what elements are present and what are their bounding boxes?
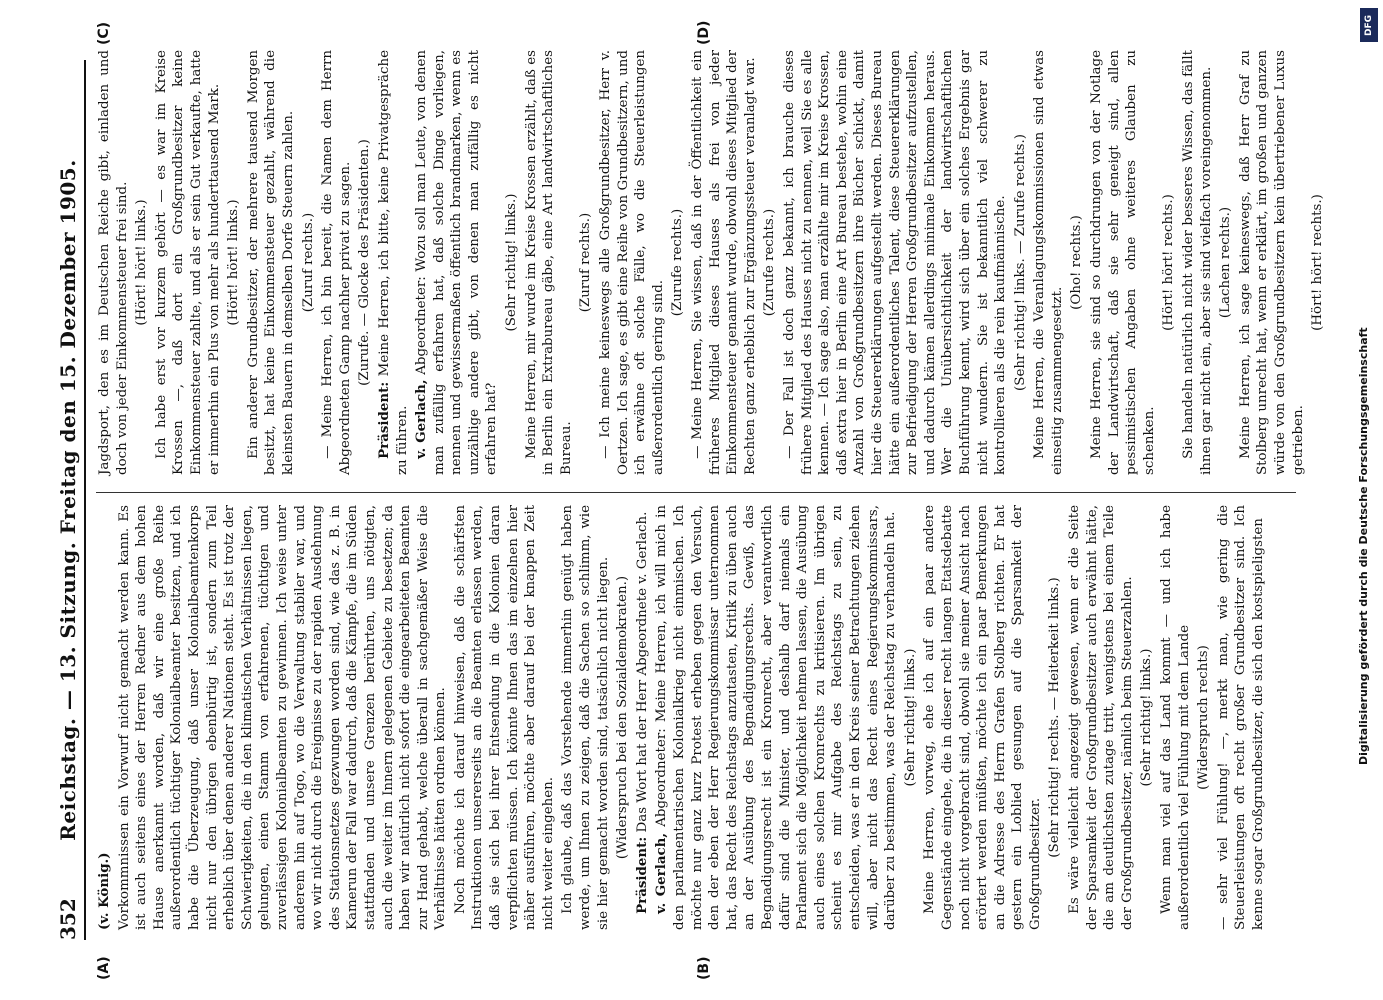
speaker-label: v. Gerlach, xyxy=(653,832,670,914)
interjection: (Widerspruch rechts) xyxy=(1196,645,1212,790)
column-divider xyxy=(96,492,1296,493)
speaker-label: Präsident: xyxy=(375,381,392,459)
paragraph: Ich habe erst vor kurzem gehört — es war im Kreise Krossen —, daß dort ein Großgrundbesitzer keine Einkommensteuer zahlte, und als er sein Gut verkaufte, hatte er immerhin ein Plus von mehr als hunderttausend Mark. xyxy=(153,50,222,475)
speech-text: Abgeordneter: Wozu soll man Leute, von denen man zufällig erfahren hat, daß solche Dinge vorliegen, nennen und gewissermaßen öffentlich brandmarken, wenn es unzählige andere gibt, von denen man zufällig es nicht erfahren hat? xyxy=(414,50,500,475)
paragraph: Vorkommnissen ein Vorwurf nicht gemacht werden kann. Es ist auch seitens eines der Herren Redner aus dem hohen Hause anerkannt worden, daß wir eine große Reihe außerordentlich tüchtiger Kolonialbeamter besitzen, und ich habe die Überzeugung, daß unser Kolonialbeamtenkorps nicht nur den übrigen ebenbürtig ist, sondern zum Teil erheblich über denen anderer Nationen steht. Es ist trotz der Schwierigkeiten, die in den klimatischen Verhältnissen liegen, gelungen, einen Stamm von erfahrenen, tüchtigen und zuverlässigen Kolonialbeamten zu gewinnen. Ich weise unter anderem hin auf Togo, wo die Verwaltung stabiler war, und wo wir nicht durch die Ereignisse zu der rapiden Ausdehnung des Stationsnetzes gezwungen worden sind, wie das z. B. in Kamerun der Fall war dadurch, daß die Kämpfe, die im Süden stattfanden und unsere Grenzen berührten, uns nötigten, auch die weiter im Innern gelegenen Gebiete zu besetzen; da haben wir natürlich nicht sofort die eingearbeiteten Beamten zur Hand gehabt, welche überall in sachgemäßer Weise die Verhältnisse hätten ordnen können. xyxy=(116,505,449,930)
paragraph: Ein anderer Grundbesitzer, der mehrere tausend Morgen besitzt, hat keine Einkommensteuer gezahlt, während die kleinsten Bauern in demselben Dorfe Steuern zahlen. xyxy=(245,50,296,475)
paragraph: Ich glaube, daß das Vorstehende immerhin genügt haben werde, um Ihnen zu zeigen, daß die Sachen so schlimm, wie sie hier gemacht worden sind, tatsächlich nicht liegen. xyxy=(560,505,611,930)
interjection: (Hört! hört! links.) xyxy=(134,199,150,326)
interjection: (Hört! hört! links.) xyxy=(226,199,242,326)
interjection: (Sehr richtig! links.) xyxy=(1139,648,1155,787)
page-header xyxy=(50,60,86,940)
paragraph: — Ich meine keineswegs alle Großgrundbesitzer, Herr v. Oertzen. Ich sage, es gibt eine Reihe von Grundbesitzern, und ich erwähne oft solche Fälle, wo die Steuerleistungen außerordentlich gering sind. xyxy=(598,50,666,475)
interjection: (Oho! rechts.) xyxy=(1069,215,1085,310)
page-title: Reichstag. — 13. Sitzung. Freitag den 15. Dezember 1905. xyxy=(56,159,80,841)
speech-text: Abgeordneter: Meine Herren, ich will mich in den parlamentarischen Kolonialkrieg nicht einmischen. Ich möchte nur ganz kurz Protest erheben gegen den Versuch, den der eben der Herr Regierungskommissar unternommen hat, das Recht des Reichstags anzutasten, Kritik zu üben auch an der Ausübung des Begnadigungsrechts. Gewiß, das Begnadigungsrecht ist ein Kronrecht, aber verantwortlich dafür sind die Minister, und deshalb darf niemals ein Parlament sich die Möglichkeit nehmen lassen, die Ausübung auch eines solchen Kronrechts zu kritisieren. Im übrigen scheint es mir Aufgabe des Reichstags zu sein, zu entscheiden, was er in den Kreis seiner Betrachtungen ziehen will, aber nicht das Recht eines Regierungskommissars, darüber zu bestimmen, was der Reichstag zu verhandeln hat. xyxy=(654,505,899,930)
paragraph: Wenn man viel auf das Land kommt — und ich habe außerordentlich viel Fühlung mit dem Lande xyxy=(1159,505,1192,930)
speech-text: Meine Herren, ich bitte, keine Privatgespräche zu führen. xyxy=(376,49,410,475)
interjection: (Zurufe rechts.) xyxy=(762,208,778,317)
interjection: (Sehr richtig! links.) xyxy=(504,193,520,332)
margin-marker-b: (B) xyxy=(696,956,712,980)
paragraph: Meine Herren, vorweg, ehe ich auf ein paar andere Gegenstände eingehe, die in dieser recht langen Etatsdebatte noch nicht vorgebracht sind, obwohl sie meiner Ansicht nach erörtert werden müßten, möchte ich ein paar Bemerkungen an die Adresse des Herrn Grafen Stolberg richten. Er hat gestern ein Loblied gesungen auf die Sparsamkeit der Großgrundbesitzer. xyxy=(922,505,1043,930)
dfg-logo: DFG xyxy=(1360,8,1378,42)
interjection: (Sehr richtig! links.) xyxy=(902,648,918,787)
paragraph: Sie handeln natürlich nicht wider besseres Wissen, das fällt ihnen gar nicht ein, aber sie sind vielfach voreingenommen. xyxy=(1181,50,1214,475)
margin-marker-d: (D) xyxy=(696,20,712,45)
paragraph: — Meine Herren, Sie wissen, daß in der Öffentlichkeit ein früheres Mitglied dieses Hauses als frei von jeder Einkommensteuer genannt wurde, obwohl dieses Mitglied der Rechten ganz erheblich zur Ergänzungssteuer veranlagt war. xyxy=(690,50,758,475)
paragraph: — Der Fall ist doch ganz bekannt, ich brauche dieses frühere Mitglied des Hauses nicht zu nennen, weil Sie es alle kennen. — Ich sage also, man erzählte mir im Kreise Krossen, daß extra hier in Berlin eine Art Bureau bestehe, wohin eine Anzahl von Großgrundbesitzern ihre Bücher schickt, damit hier die Steuererklärungen aufgestellt werden. Dieses Bureau hätte ein außerordentliches Talent, diese Steuererklärungen zur Befriedigung der Herren Großgrundbesitzer aufzustellen, und dadurch kämen allerdings minimale Einkommen heraus. Wer die Unübersichtlichkeit der landwirtschaftlichen Buchführung kennt, wird sich über ein solches Ergebnis gar nicht wundern. Sie ist bekanntlich viel schwerer zu kontrollieren als die rein kaufmännische. xyxy=(781,50,1009,475)
interjection: (Sehr richtig! links. — Zurufe rechts.) xyxy=(1012,134,1028,391)
paragraph: Meine Herren, sie sind so durchdrungen von der Notlage der Landwirtschaft, daß sie sehr geneigt sind, allen pessimistischen Angaben ohne weiteres Glauben zu schenken. xyxy=(1089,50,1157,475)
left-column xyxy=(96,505,1296,930)
interjection: (Zurufe rechts.) xyxy=(670,208,686,317)
interjection: (Sehr richtig! rechts. — Heiterkeit links.) xyxy=(1047,577,1063,858)
right-column xyxy=(96,49,1326,475)
paragraph: — Meine Herren, ich bin bereit, die Namen dem Herrn Abgeordneten Gamp nachher privat zu sagen. xyxy=(320,50,353,475)
interjection: (Zuruf rechts.) xyxy=(578,212,594,313)
interjection: (Hört! hört! rechts.) xyxy=(1161,194,1177,331)
speaker-label: Präsident: xyxy=(633,836,650,914)
paragraph: Es wäre vielleicht angezeigt gewesen, wenn er die Seite der Sparsamkeit der Großgrundbesitzer auch erwähnt hätte, die am deutlichsten zutage tritt, wenigstens bei einem Teile der Großgrundbesitzer, nämlich beim Steuerzahlen. xyxy=(1067,505,1135,930)
interjection: (Lachen rechts.) xyxy=(1218,206,1234,319)
speaker-label: v. Gerlach, xyxy=(413,379,430,459)
margin-marker-a: (A) xyxy=(96,956,112,980)
paragraph: — sehr viel Fühlung! —, merkt man, wie gering die Steuerleistungen oft recht großer Grundbesitzer sind. Ich kenne sogar Großgrundbesitzer, die sich den kostspieligsten xyxy=(1215,505,1266,930)
speech-text: Das Wort hat der Herr Abgeordnete v. Gerlach. xyxy=(634,511,650,833)
margin-marker-c: (C) xyxy=(96,21,112,45)
interjection: (Zurufe. — Glocke des Präsidenten.) xyxy=(357,139,373,386)
paragraph: Noch möchte ich darauf hinweisen, daß die schärfsten Instruktionen unsererseits an die Beamten erlassen werden, daß sie sich bei ihrer Entsendung in die Kolonien daran verpflichten müssen. Ich könnte Ihnen das im einzelnen hier näher ausführen, möchte aber darauf bei der knappen Zeit nicht weiter eingehen. xyxy=(452,505,556,930)
attribution-strip xyxy=(1350,0,1378,1000)
interjection: (Hört! hört! rechts.) xyxy=(1310,194,1326,331)
paragraph: Meine Herren, ich sage keineswegs, daß Herr Graf zu Stolberg unrecht hat, wenn er erklärt, im großen und ganzen würde von den Großgrundbesitzern kein übertriebener Luxus getrieben. xyxy=(1237,50,1306,475)
interjection: (Widerspruch bei den Sozialdemokraten.) xyxy=(615,575,631,860)
page-number: 352 xyxy=(56,898,80,940)
interjection: (Zuruf rechts.) xyxy=(300,212,316,313)
paragraph: Jagdsport, den es im Deutschen Reiche gibt, einladen und doch von jeder Einkommensteuer frei sind. xyxy=(97,50,130,475)
attribution-text: Digitalisierung gefördert durch die Deutsche Forschungsgemeinschaft xyxy=(1357,327,1370,765)
paragraph: Meine Herren, die Veranlagungskommissionen sind etwas einseitig zusammengesetzt. xyxy=(1032,50,1065,475)
page-body xyxy=(96,20,1326,980)
paragraph: Meine Herren, mir wurde im Kreise Krossen erzählt, daß es in Berlin ein Extrabureau gäbe, eine Art landwirtschaftliches Bureau. xyxy=(523,50,574,475)
continuation-speaker: (v. König.) xyxy=(96,852,112,930)
